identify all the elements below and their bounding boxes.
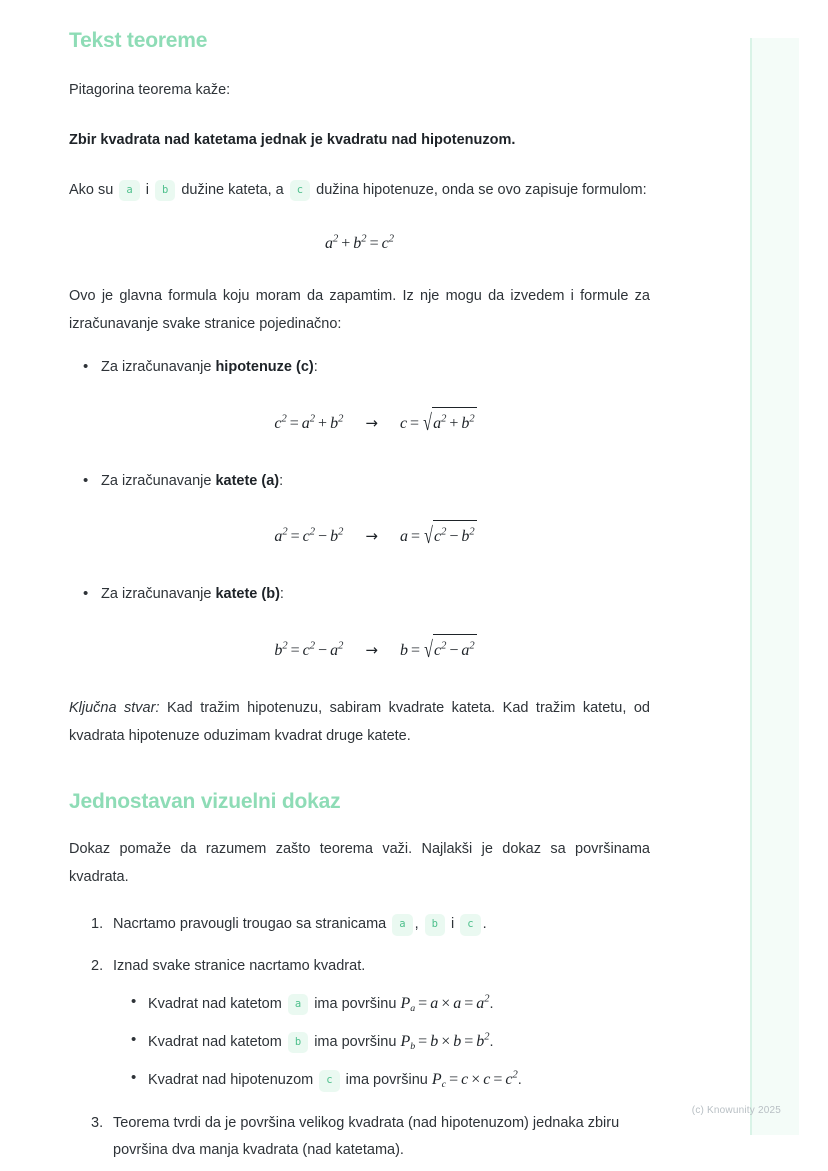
derivation-list: [69, 354, 650, 669]
paragraph-derivation-intro: Ovo je glavna formula koju moram da zapamtim. Iz nje mogu da izvedem i formule za izračunavanje svake stranice pojedinačno:: [69, 287, 650, 332]
definition-text-part3: dužina hipotenuze, onda se ovo zapisuje formulom:: [316, 181, 647, 198]
sqrt-icon: [423, 517, 477, 555]
list-item: [83, 581, 650, 669]
math-term-b: b: [353, 234, 362, 252]
math-term: b: [430, 1032, 439, 1050]
radicand: [433, 520, 477, 552]
math-subscript: b: [410, 1040, 416, 1052]
code-badge-b: b: [288, 1032, 308, 1054]
step-text: Teorema tvrdi da je površina velikog kvadrata (nad hipotenuzom) jednaka zbiru površina dva manja kvadrata (nad katetama).: [113, 1114, 620, 1159]
math-term: a: [274, 528, 283, 546]
code-badge-b: b: [155, 180, 175, 202]
code-badge-c: c: [290, 180, 310, 202]
math-term: c: [483, 1071, 491, 1089]
math-term: c: [399, 414, 408, 432]
list-item: [83, 468, 650, 556]
derivation-label-bold: katete (a): [215, 472, 280, 489]
derivation-label-prefix: Za izračunavanje: [101, 472, 212, 489]
math-operator: −: [318, 528, 328, 546]
math-exp: 2: [484, 1031, 490, 1043]
display-formula-leg-b: [101, 631, 650, 669]
sub-text-middle: ima površinu: [314, 1033, 397, 1050]
math-term: a: [399, 528, 408, 546]
derivation-label-prefix: Za izračunavanje: [101, 586, 212, 603]
math-operator-equals: =: [449, 1071, 459, 1089]
code-badge-a: a: [119, 180, 139, 202]
math-term: b: [461, 528, 470, 546]
sub-text-before: Kvadrat nad katetom: [148, 995, 282, 1012]
math-term: b: [399, 641, 408, 659]
definition-conjunction: i: [145, 181, 149, 198]
math-operator-equals: =: [410, 414, 420, 432]
math-term: c: [274, 414, 282, 432]
math-operator-times: ×: [471, 1071, 481, 1089]
definition-text-part2: dužine kateta, a: [181, 181, 284, 198]
math-expression: [274, 410, 476, 436]
math-operator-equals: =: [418, 1032, 428, 1050]
math-operator: +: [449, 414, 459, 432]
radical-glyph: √: [423, 410, 432, 436]
list-item: [91, 1110, 650, 1165]
code-badge-c: c: [460, 914, 480, 936]
math-exp: 2: [441, 640, 447, 652]
list-item: [91, 953, 650, 1096]
area-sub-list: [113, 989, 650, 1096]
list-item: [131, 989, 650, 1019]
display-formula-leg-a: [101, 517, 650, 555]
sqrt-icon: [422, 404, 477, 442]
arrow-icon: →: [365, 413, 378, 432]
inline-math-area-a: [400, 995, 489, 1012]
step-separator: ,: [414, 916, 419, 933]
math-operator-times: ×: [441, 994, 451, 1012]
math-exp: 2: [309, 640, 316, 652]
math-exp: 2: [361, 233, 367, 245]
math-operator-equals: =: [369, 234, 379, 252]
math-operator-plus: +: [341, 234, 351, 252]
math-subscript: c: [441, 1079, 447, 1091]
math-exp: 2: [469, 640, 475, 652]
math-exp: 2: [441, 527, 447, 539]
math-exp: 2: [309, 527, 316, 539]
math-term-a: a: [324, 234, 333, 252]
math-exp: 2: [282, 640, 288, 652]
math-term: c: [302, 528, 310, 546]
math-exp: 2: [512, 1070, 518, 1082]
math-operator: −: [449, 641, 459, 659]
arrow-icon: →: [365, 527, 378, 546]
math-expression: [325, 235, 394, 252]
math-exp: 2: [338, 527, 344, 539]
math-expression: [274, 523, 476, 550]
radicand: [432, 407, 477, 439]
math-operator-equals: =: [410, 641, 420, 659]
page-title-tekst-teoreme: Tekst teoreme: [69, 29, 208, 52]
math-operator-equals: =: [493, 1071, 503, 1089]
math-exp: 2: [338, 640, 344, 652]
sub-text-after: .: [489, 1033, 494, 1050]
math-term: a: [433, 414, 442, 432]
math-term: c: [433, 641, 442, 659]
math-term: a: [461, 641, 470, 659]
math-subscript: a: [410, 1002, 416, 1014]
math-exp: 2: [338, 413, 344, 425]
key-note-lead: Ključna stvar:: [69, 699, 160, 716]
math-term: a: [301, 414, 310, 432]
derivation-label-suffix: :: [279, 586, 284, 603]
sub-text-before: Kvadrat nad katetom: [148, 1033, 282, 1050]
math-term: a: [330, 641, 339, 659]
math-operator: −: [449, 528, 459, 546]
proof-steps-list: [69, 911, 650, 1164]
step-text-before: Nacrtamo pravougli trougao sa stranicama: [113, 916, 387, 933]
code-badge-a: a: [392, 914, 412, 936]
math-operator-equals: =: [290, 528, 300, 546]
definition-text-part1: Ako su: [69, 181, 114, 198]
math-operator-equals: =: [464, 994, 474, 1012]
step-separator: i: [451, 916, 455, 933]
sub-text-before: Kvadrat nad hipotenuzom: [148, 1072, 314, 1089]
math-exp: 2: [441, 413, 447, 425]
math-term: b: [476, 1032, 485, 1050]
math-exp: 2: [281, 413, 287, 425]
math-operator-equals: =: [418, 994, 428, 1012]
list-item: [91, 911, 650, 939]
math-term: a: [453, 994, 462, 1012]
list-item: [131, 1065, 650, 1095]
math-operator: +: [318, 414, 328, 432]
display-formula-pythagoras: [69, 235, 650, 253]
math-term: b: [330, 414, 339, 432]
arrow-icon: →: [365, 640, 378, 659]
list-item: [83, 354, 650, 442]
sub-text-middle: ima površinu: [314, 995, 397, 1012]
paragraph-proof-intro: Dokaz pomaže da razumem zašto teorema važi. Najlakši je dokaz sa površinama kvadrata.: [69, 840, 650, 885]
theorem-statement: Zbir kvadrata nad katetama jednak je kvadratu nad hipotenuzom.: [69, 132, 516, 149]
math-exp: 2: [469, 413, 475, 425]
code-badge-b: b: [425, 914, 445, 936]
math-operator-times: ×: [441, 1032, 451, 1050]
math-operator-equals: =: [290, 641, 300, 659]
sub-text-after: .: [489, 995, 494, 1012]
radical-glyph: √: [424, 637, 433, 663]
math-term-c: c: [381, 234, 389, 252]
math-term: a: [430, 994, 439, 1012]
math-term: P: [431, 1071, 442, 1089]
math-term: b: [453, 1032, 462, 1050]
math-term: c: [433, 528, 442, 546]
math-operator-equals: =: [464, 1032, 474, 1050]
code-badge-c: c: [319, 1070, 339, 1092]
math-term: a: [476, 994, 485, 1012]
step-text-after: .: [482, 916, 487, 933]
inline-math-area-b: [400, 1033, 489, 1050]
derivation-label-suffix: :: [279, 472, 284, 489]
math-term: c: [302, 641, 310, 659]
code-badge-a: a: [288, 994, 308, 1016]
radicand: [433, 634, 477, 666]
display-formula-hypotenuse: [101, 404, 650, 442]
math-term: P: [400, 994, 411, 1012]
sub-text-after: .: [517, 1072, 522, 1089]
inline-math-area-c: [431, 1070, 518, 1091]
paragraph-definition: [69, 177, 650, 205]
math-operator: −: [318, 641, 328, 659]
key-note-paragraph: [69, 695, 650, 751]
math-term: P: [400, 1032, 411, 1050]
math-operator-equals: =: [410, 528, 420, 546]
math-term: b: [461, 414, 470, 432]
radical-glyph: √: [424, 523, 433, 550]
step-text: Iznad svake stranice nacrtamo kvadrat.: [113, 958, 366, 975]
derivation-label-prefix: Za izračunavanje: [101, 359, 212, 376]
math-exp: 2: [309, 413, 316, 425]
math-operator-equals: =: [289, 414, 299, 432]
math-exp: 2: [484, 993, 490, 1005]
paragraph-lead: Pitagorina teorema kaže:: [69, 82, 231, 99]
math-term: c: [505, 1071, 513, 1089]
math-term: b: [274, 641, 283, 659]
sqrt-icon: [423, 631, 477, 669]
page-title-vizuelni-dokaz: Jednostavan vizuelni dokaz: [69, 789, 341, 813]
math-term: b: [330, 528, 339, 546]
list-item: [131, 1027, 650, 1057]
watermark-copyright: (c) Knowunity 2025: [691, 1105, 781, 1116]
derivation-label-bold: hipotenuze (c): [215, 359, 314, 376]
math-expression: [274, 637, 476, 663]
sub-text-middle: ima površinu: [345, 1072, 428, 1089]
derivation-label-bold: katete (b): [215, 586, 280, 603]
math-exp: 2: [282, 527, 288, 539]
math-term: c: [461, 1071, 469, 1089]
key-note-body: Kad tražim hipotenuzu, sabiram kvadrate kateta. Kad tražim katetu, od kvadrata hipotenuze oduzimam kvadrat druge katete.: [69, 699, 650, 744]
derivation-label-suffix: :: [313, 359, 318, 376]
math-exp: 2: [469, 527, 475, 539]
math-exp: 2: [332, 233, 339, 245]
math-exp: 2: [388, 233, 394, 245]
